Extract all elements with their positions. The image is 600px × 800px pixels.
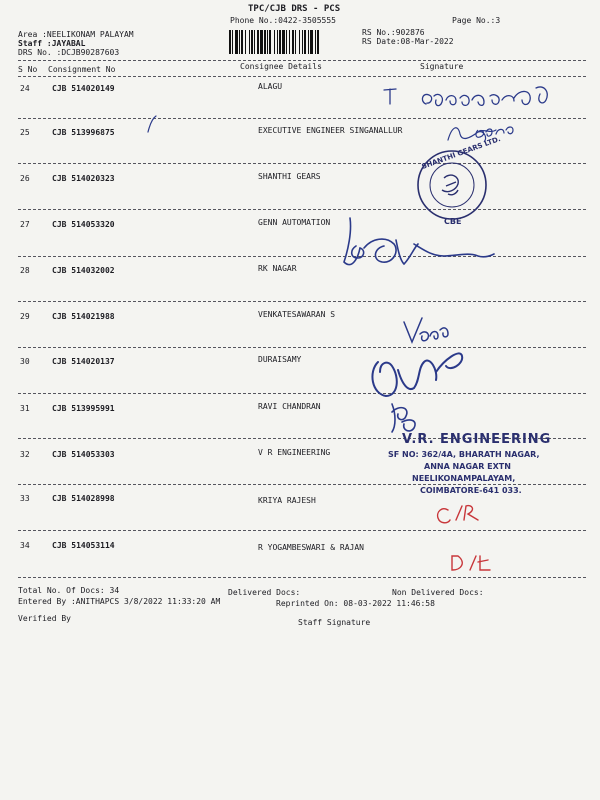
row-divider (18, 256, 586, 257)
rs-number: RS No.:902876 (362, 28, 425, 37)
row-consignment: CJB 513996875 (52, 128, 115, 137)
barcode-bar (304, 30, 306, 54)
signature-row-27 (344, 218, 494, 265)
row-sno: 25 (20, 128, 30, 137)
divider (18, 60, 586, 61)
handwriting-row-34 (450, 552, 464, 562)
barcode-bar (241, 30, 243, 54)
barcode-bar (315, 30, 316, 54)
row-consignee: V R ENGINEERING (258, 448, 331, 457)
col-header-consignee: Consignee Details (240, 62, 322, 71)
row-sno: 27 (20, 220, 30, 229)
row-divider (18, 118, 586, 119)
barcode-bar (264, 30, 266, 54)
barcode (229, 30, 355, 54)
row-sno: 26 (20, 174, 30, 183)
row-consignment: CJB 514020323 (52, 174, 115, 183)
non-delivered-docs: Non Delivered Docs: (392, 588, 484, 597)
row-sno: 33 (20, 494, 30, 503)
barcode-bar (245, 30, 246, 54)
row-consignment: CJB 514053320 (52, 220, 115, 229)
total-docs: Total No. Of Docs: 34 (18, 586, 120, 595)
stamp-line: NEELIKONAMPALAYAM, (412, 474, 516, 483)
barcode-bar (274, 30, 275, 54)
row-consignment: CJB 514021988 (52, 312, 115, 321)
col-header-signature: Signature (420, 62, 464, 71)
barcode-bar (317, 30, 319, 54)
stamp-line: V.R. ENGINEERING (402, 432, 552, 447)
barcode-bar (229, 30, 231, 54)
barcode-bar (267, 30, 268, 54)
row-consignment: CJB 514053303 (52, 450, 115, 459)
row-divider (18, 530, 586, 531)
signature-row-24 (384, 87, 547, 106)
svg-text:SHANTHI GEARS LTD.: SHANTHI GEARS LTD. (420, 134, 502, 171)
barcode-bar (260, 30, 263, 54)
row-consignee: SHANTHI GEARS (258, 172, 321, 181)
barcode-bar (269, 30, 271, 54)
row-divider (18, 163, 586, 164)
row-sno: 24 (20, 84, 30, 93)
handwriting-row-33 (440, 504, 454, 514)
col-header-consignment: Consignment No (48, 65, 116, 74)
row-divider (18, 347, 586, 348)
signature-row-31 (392, 404, 415, 432)
barcode-bar (254, 30, 255, 54)
row-consignee: RK NAGAR (258, 264, 297, 273)
row-sno: 28 (20, 266, 30, 275)
svg-text:CBE: CBE (444, 217, 462, 226)
row-divider (18, 577, 586, 578)
row-consignee: ALAGU (258, 82, 283, 91)
staff-field: Staff :JAYABAL (18, 39, 86, 48)
barcode-bar (289, 30, 290, 54)
row-divider (18, 484, 586, 485)
barcode-bar (299, 30, 300, 54)
row-consignee: GENN AUTOMATION (258, 218, 331, 227)
barcode-bar (277, 30, 278, 54)
rs-date: RS Date:08-Mar-2022 (362, 37, 454, 46)
barcode-bar (232, 30, 233, 54)
barcode-bar (249, 30, 250, 54)
stamp-line: ANNA NAGAR EXTN (424, 462, 511, 471)
barcode-bar (251, 30, 253, 54)
barcode-bar (308, 30, 309, 54)
stamp-line: COIMBATORE-641 033. (420, 486, 522, 495)
row-consignee: VENKATESAWARAN S (258, 310, 336, 319)
row-consignee: RAVI CHANDRAN (258, 402, 321, 411)
drs-number: DRS No. :DCJB90287603 (18, 48, 120, 57)
row-consignment: CJB 514020149 (52, 84, 115, 93)
row-consignee: EXECUTIVE ENGINEER SINGANALLUR (258, 126, 403, 135)
row-divider (18, 209, 586, 210)
reprinted-on: Reprinted On: 08-03-2022 11:46:58 (276, 599, 435, 608)
row-divider (18, 301, 586, 302)
row-consignment: CJB 514032002 (52, 266, 115, 275)
phone-number: Phone No.:0422-3505555 (230, 16, 336, 25)
row-consignment: CJB 514020137 (52, 357, 115, 366)
barcode-bar (295, 30, 296, 54)
delivered-docs: Delivered Docs: (228, 588, 301, 597)
row-divider (18, 393, 586, 394)
page-number: Page No.:3 (452, 16, 501, 25)
row-sno: 29 (20, 312, 30, 321)
row-sno: 30 (20, 357, 30, 366)
divider (18, 76, 586, 77)
barcode-bar (292, 30, 294, 54)
shanthi-gears-stamp (418, 130, 486, 219)
barcode-bar (282, 30, 285, 54)
row-consignment: CJB 513995991 (52, 404, 115, 413)
barcode-bar (302, 30, 303, 54)
row-consignee: DURAISAMY (258, 355, 302, 364)
verified-by: Verified By (18, 614, 71, 623)
barcode-bar (279, 30, 281, 54)
row-consignee: KRIYA RAJESH (258, 496, 316, 505)
row-consignment: CJB 514053114 (52, 541, 115, 550)
barcode-bar (235, 30, 238, 54)
row-sno: 34 (20, 541, 30, 550)
row-sno: 32 (20, 450, 30, 459)
barcode-bar (286, 30, 287, 54)
barcode-bar (239, 30, 240, 54)
barcode-bar (257, 30, 259, 54)
area-field: Area :NEELIKONAM PALAYAM (18, 30, 134, 39)
signature-row-30 (372, 353, 462, 396)
shanthi-stamp-text (430, 150, 536, 160)
staff-signature-label: Staff Signature (298, 618, 371, 627)
row-consignee: R YOGAMBESWARI & RAJAN (258, 543, 364, 552)
row-sno: 31 (20, 404, 30, 413)
stamp-line: SF NO: 362/4A, BHARATH NAGAR, (388, 450, 540, 459)
report-title: TPC/CJB DRS - PCS (248, 4, 341, 14)
barcode-bar (310, 30, 313, 54)
signature-row-29 (404, 318, 448, 342)
col-header-sno: S No (18, 65, 38, 74)
entered-by: Entered By :ANITHAPCS 3/8/2022 11:33:20 AM (18, 597, 221, 606)
row-consignment: CJB 514028998 (52, 494, 115, 503)
